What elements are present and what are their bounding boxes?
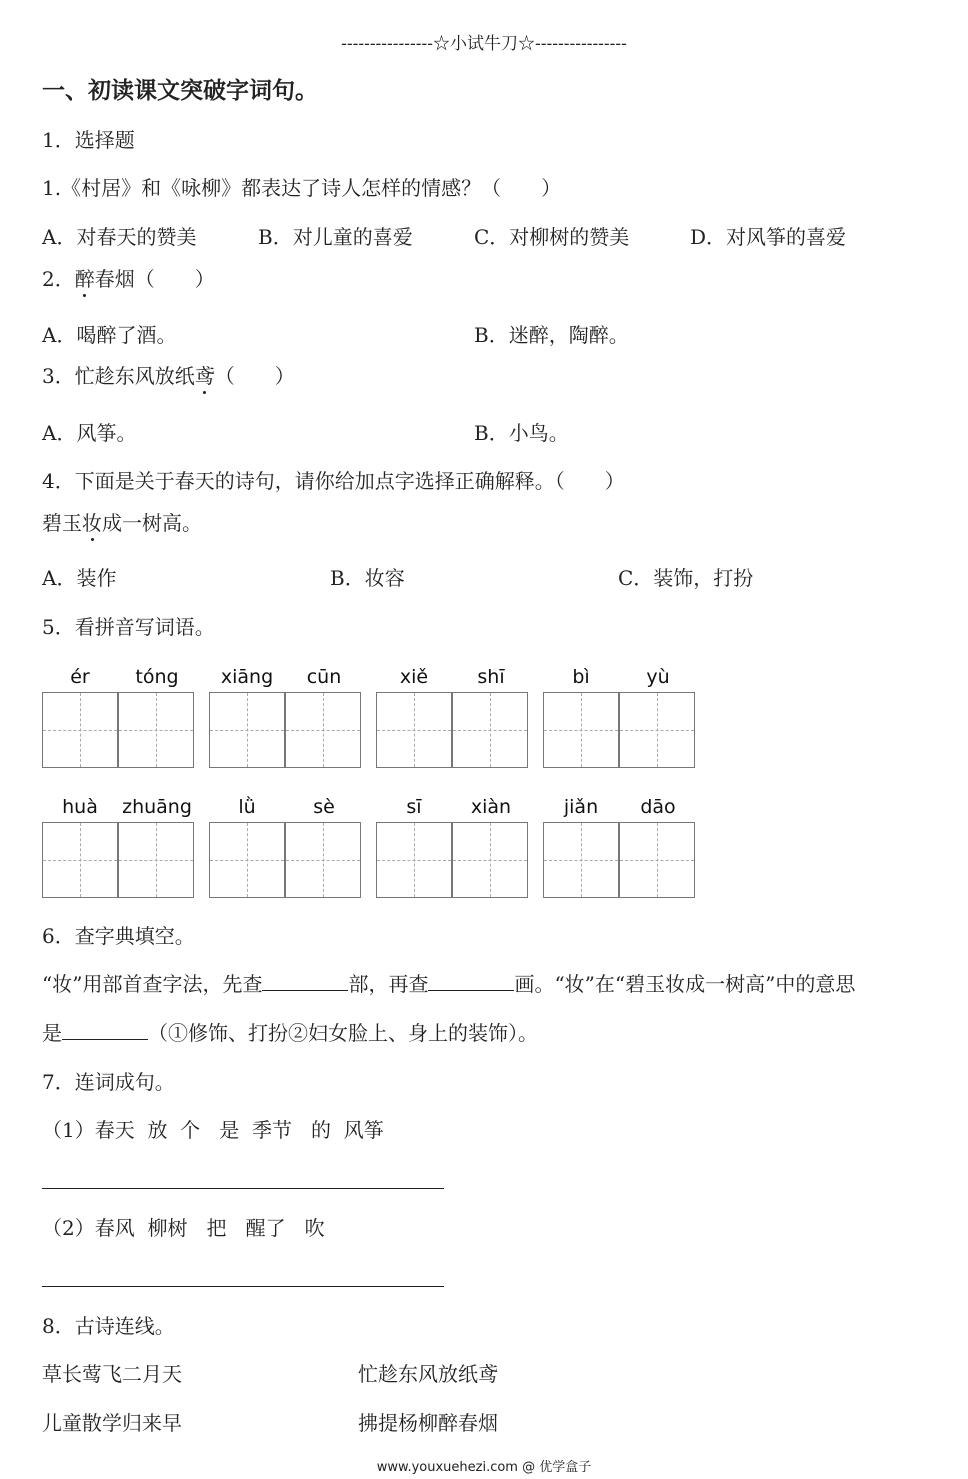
writing-cell[interactable]: [543, 692, 619, 768]
section-title: 一、初读课文突破字词句。: [42, 78, 318, 104]
q6-line1: [42, 972, 855, 996]
q6-text: （①修饰、打扮②妇女脸上、身上的装饰）。: [148, 1021, 538, 1045]
pinyin: xiě: [399, 666, 429, 688]
q7-sentence-2: （2）春风 柳树 把 醒了 吹: [42, 1216, 325, 1240]
pinyin: cūn: [306, 666, 342, 688]
fill-blank[interactable]: [428, 972, 514, 991]
pinyin: sī: [406, 796, 422, 818]
q1-sub2-stem: [42, 267, 215, 291]
q7-heading: 7．连词成句。: [42, 1070, 175, 1094]
q6-text: 部，再查: [348, 972, 429, 996]
q1-heading: 1．选择题: [42, 128, 135, 152]
poem-right-1[interactable]: 忙趁东风放纸鸢: [358, 1362, 498, 1386]
writing-cell[interactable]: [452, 692, 528, 768]
pinyin: zhuāng: [122, 796, 192, 818]
pinyin: huà: [62, 796, 98, 818]
dotted-char: 醉: [74, 267, 95, 291]
poem-right-2[interactable]: 拂提杨柳醉春烟: [358, 1411, 498, 1435]
writing-cell[interactable]: [619, 692, 695, 768]
q8-heading: 8．古诗连线。: [42, 1314, 175, 1338]
pinyin: lǜ: [238, 796, 256, 818]
pinyin: dāo: [640, 796, 676, 818]
footer-watermark: www.youxuehezi.com @ 优学盒子: [376, 1460, 592, 1475]
pinyin: xiàn: [470, 796, 512, 818]
writing-cell[interactable]: [42, 822, 118, 898]
answer-line[interactable]: [42, 1188, 444, 1189]
dotted-char: 妆: [82, 511, 102, 535]
fill-blank[interactable]: [62, 1021, 148, 1040]
q1-sub4-option-c: C．装饰，打扮: [618, 566, 754, 590]
q6-text: “妆”用部首查字法，先查: [42, 972, 263, 996]
writing-cell[interactable]: [209, 822, 285, 898]
q1-sub1-option-c: C．对柳树的赞美: [474, 225, 630, 249]
poem-left-2[interactable]: 儿童散学归来早: [42, 1411, 182, 1435]
q1-sub2-option-b: B．迷醉，陶醉。: [474, 323, 629, 347]
q1-sub3-stem: [42, 364, 295, 388]
q5-heading: 5．看拼音写词语。: [42, 615, 215, 639]
q1-sub2-rest: 春烟（ ）: [94, 267, 215, 291]
q6-text: 画。“妆”在“碧玉妆成一树高”中的意思: [514, 972, 856, 996]
q1-sub4-line-pre: 碧玉: [42, 511, 82, 535]
pinyin: xiāng: [220, 666, 274, 688]
q1-sub2-num: 2．: [42, 267, 75, 291]
writing-cell[interactable]: [285, 822, 361, 898]
q1-sub3-option-b: B．小鸟。: [474, 421, 569, 445]
q1-sub1-option-a: A．对春天的赞美: [42, 225, 197, 249]
writing-cell[interactable]: [619, 822, 695, 898]
q1-sub3-post: （ ）: [214, 364, 295, 388]
q7-sentence-1: （1）春天 放 个 是 季节 的 风筝: [42, 1118, 384, 1142]
poem-left-1[interactable]: 草长莺飞二月天: [42, 1362, 182, 1386]
q1-sub4-option-b: B．妆容: [330, 566, 405, 590]
page-header: ----------------☆小试牛刀☆----------------: [341, 34, 627, 54]
q1-sub2-option-a: A．喝醉了酒。: [42, 323, 177, 347]
pinyin: yù: [646, 666, 670, 688]
q1-sub3-option-a: A．风筝。: [42, 421, 137, 445]
pinyin: ér: [70, 666, 90, 688]
writing-cell[interactable]: [42, 692, 118, 768]
fill-blank[interactable]: [262, 972, 348, 991]
q1-sub3-pre: 3．忙趁东风放纸: [42, 364, 195, 388]
dotted-char: 鸢: [194, 364, 215, 388]
q1-sub4-line: [42, 511, 202, 535]
pinyin: jiǎn: [563, 796, 599, 818]
q1-sub4-line-post: 成一树高。: [102, 511, 202, 535]
pinyin: sè: [313, 796, 335, 818]
q1-sub1-option-b: B．对儿童的喜爱: [258, 225, 413, 249]
writing-cell[interactable]: [376, 822, 452, 898]
writing-cell[interactable]: [118, 822, 194, 898]
writing-cell[interactable]: [452, 822, 528, 898]
q1-sub1-option-d: D．对风筝的喜爱: [690, 225, 847, 249]
answer-line[interactable]: [42, 1286, 444, 1287]
pinyin: bì: [572, 666, 590, 688]
q1-sub4-option-a: A．装作: [42, 566, 117, 590]
q1-sub1-stem: 1.《村居》和《咏柳》都表达了诗人怎样的情感？（ ）: [42, 176, 562, 200]
q6-text: 是: [42, 1021, 62, 1045]
writing-cell[interactable]: [376, 692, 452, 768]
writing-cell[interactable]: [209, 692, 285, 768]
writing-cell[interactable]: [118, 692, 194, 768]
pinyin: tóng: [135, 666, 179, 688]
writing-cell[interactable]: [543, 822, 619, 898]
q6-heading: 6．查字典填空。: [42, 924, 195, 948]
pinyin: shī: [477, 666, 505, 688]
q6-line2: [42, 1021, 538, 1045]
writing-cell[interactable]: [285, 692, 361, 768]
q1-sub4-stem: 4．下面是关于春天的诗句，请你给加点字选择正确解释。（ ）: [42, 469, 625, 493]
